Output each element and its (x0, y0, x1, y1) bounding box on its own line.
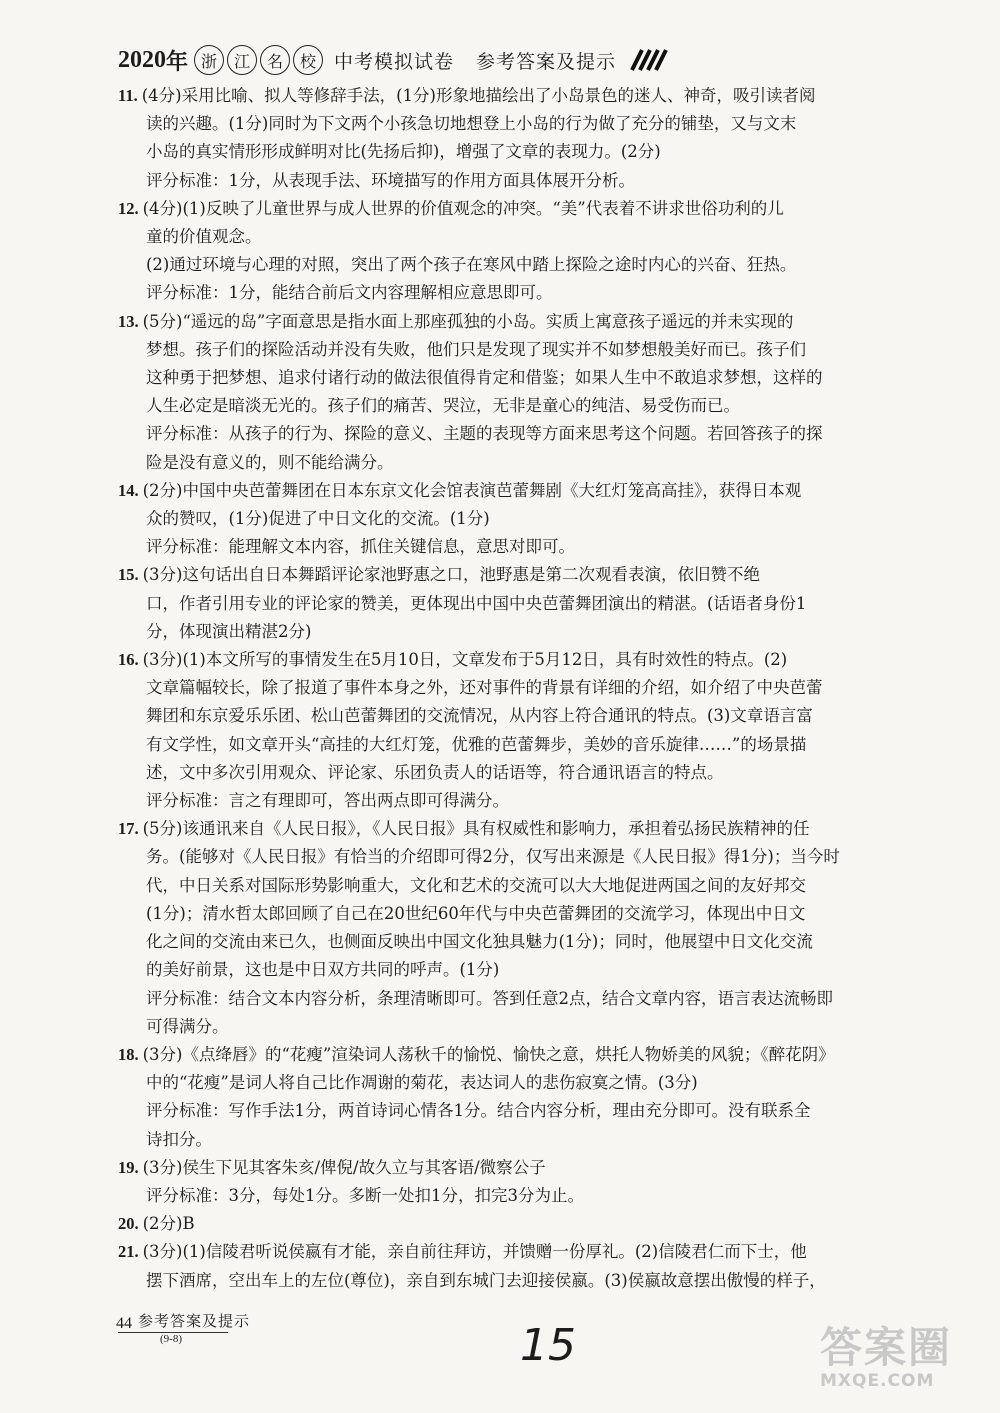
watermark-bottom: MXQE.COM (820, 1371, 935, 1391)
page-header (118, 40, 940, 80)
answer-text: 分，体现演出精湛2分) (146, 621, 312, 641)
answer-text: (2)通过环境与心理的对照，突出了两个孩子在寒风中踏上探险之途时内心的兴奋、狂热。 (146, 255, 797, 275)
answer-line (118, 1041, 918, 1069)
page-number: 44 (116, 1315, 132, 1332)
answer-text: 诗扣分。 (146, 1129, 212, 1149)
answer-item (118, 561, 918, 646)
answer-text: 舞团和东京爱乐乐团、松山芭蕾舞团的交流情况，从内容上符合通讯的特点。(3)文章语言富 (146, 706, 813, 726)
answer-line (118, 336, 918, 364)
answer-text: (3分)《点绛唇》的“花瘦”渲染词人荡秋千的愉悦、愉快之意，烘托人物娇美的风貌；《醉花阴》 (142, 1044, 835, 1064)
answer-line (118, 1210, 918, 1238)
answer-text: (2分)B (142, 1214, 195, 1234)
answer-text: 文章篇幅较长，除了报道了事件本身之外，还对事件的背景有详细的介绍，如介绍了中央芭蕾 (146, 678, 823, 698)
answer-line (118, 674, 918, 702)
answer-line (118, 731, 918, 759)
watermark-logo (820, 1325, 990, 1405)
school-char-4: 校 (293, 45, 323, 75)
answer-text: 险是没有意义的，则不能给满分。 (146, 452, 394, 472)
answer-text: 述，文中多次引用观众、评论家、乐团负责人的话语等，符合通讯语言的特点。 (146, 762, 724, 782)
answer-line (118, 1126, 918, 1154)
answer-text: 读的兴趣。(1分)同时为下文两个小孩急切地想登上小岛的行为做了充分的铺垫，又与文末 (146, 114, 797, 134)
answer-line (118, 843, 918, 871)
answer-line (118, 618, 918, 646)
answer-text: (3分)侯生下见其客朱亥/俾倪/故久立与其客语/微察公子 (142, 1157, 546, 1177)
answer-line (118, 928, 918, 956)
answer-line (118, 872, 918, 900)
answer-line (118, 110, 918, 138)
answer-text: 摆下酒席，空出车上的左位(尊位)，亲自到东城门去迎接侯嬴。(3)侯嬴故意摆出傲慢的样子， (146, 1270, 826, 1290)
answer-line (118, 646, 918, 674)
answer-line (118, 477, 918, 505)
question-number: 16. (118, 650, 139, 670)
answer-line (118, 1013, 918, 1041)
answer-text: 评分标准：能理解文本内容，抓住关键信息，意思对即可。 (146, 537, 575, 557)
answer-text: (3分)这句话出自日本舞蹈评论家池野惠之口，池野惠是第二次观看表演，依旧赞不绝 (142, 565, 760, 585)
answer-line (118, 364, 918, 392)
answer-content (118, 82, 918, 1295)
answer-text: 可得满分。 (146, 1016, 229, 1036)
answer-text: (3分)(1)本文所写的事情发生在5月10日，文章发布于5月12日，具有时效性的特点。(2) (142, 650, 788, 670)
answer-line (118, 308, 918, 336)
answer-text: 人生必定是暗淡无光的。孩子们的痛苦、哭泣，无非是童心的纯洁、易受伤而已。 (146, 396, 740, 416)
answer-line (118, 533, 918, 561)
answer-line (118, 82, 918, 110)
answer-text: (2分)中国中央芭蕾舞团在日本东京文化会馆表演芭蕾舞剧《大红灯笼高高挂》，获得日本观 (142, 480, 802, 500)
answer-text: 评分标准：写作手法1分，两首诗词心情各1分。结合内容分析，理由充分即可。没有联系全 (146, 1101, 811, 1121)
answer-text: 童的价值观念。 (146, 227, 262, 247)
answer-text: (5分)“遥远的岛”字面意思是指水面上那座孤独的小岛。实质上寓意孩子遥远的并未实现的 (142, 311, 794, 331)
answer-line (118, 1267, 918, 1295)
answer-item (118, 1210, 918, 1238)
answer-text: 的美好前景，这也是中日双方共同的呼声。(1分) (146, 960, 500, 980)
answer-line (118, 195, 918, 223)
answer-text: 这种勇于把梦想、追求付诸行动的做法很值得肯定和借鉴；如果人生中不敢追求梦想，这样的 (146, 368, 823, 388)
answer-text: 众的赞叹，(1分)促进了中日文化的交流。(1分) (146, 509, 490, 529)
answer-line (118, 1238, 918, 1266)
answer-text: 口，作者引用专业的评论家的赞美，更体现出中国中央芭蕾舞团演出的精湛。(话语者身份1 (146, 593, 807, 613)
answer-line (118, 420, 918, 448)
answer-item (118, 195, 918, 308)
header-year-suffix: 年 (166, 48, 189, 75)
question-number: 21. (118, 1242, 139, 1262)
answer-text: (1分)；清水哲太郎回顾了自己在20世纪60年代与中央芭蕾舞团的交流学习，体现出中日文 (146, 903, 806, 923)
answer-item (118, 1154, 918, 1210)
answer-line (118, 449, 918, 477)
answer-line (118, 167, 918, 195)
answer-text: 代，中日关系对国际形势影响重大，文化和艺术的交流可以大大地促进两国之间的友好邦交 (146, 875, 806, 895)
footer-label: 参考答案及提示 (138, 1312, 251, 1330)
answer-line (118, 561, 918, 589)
question-number: 19. (118, 1157, 139, 1177)
question-number: 12. (118, 198, 139, 218)
answer-line (118, 702, 918, 730)
answer-line (118, 223, 918, 251)
answer-item (118, 1238, 918, 1294)
slashes-icon (626, 48, 672, 72)
school-char-1: 浙 (194, 45, 224, 75)
watermark-top: 答案圈 (820, 1323, 953, 1372)
answer-line (118, 279, 918, 307)
footer-code: (9-8) (160, 1333, 182, 1345)
question-number: 20. (118, 1214, 139, 1234)
header-year: 2020 (118, 46, 166, 73)
answer-line (118, 505, 918, 533)
question-number: 17. (118, 819, 139, 839)
answer-line (118, 1154, 918, 1182)
header-answers: 参考答案及提示 (476, 50, 617, 73)
answer-text: 评分标准：1分，能结合前后文内容理解相应意思即可。 (146, 283, 553, 303)
question-number: 11. (118, 86, 138, 105)
answer-text: 评分标准：3分，每处1分。多断一处扣1分，扣完3分为止。 (146, 1185, 584, 1205)
answer-text: 小岛的真实情形形成鲜明对比(先扬后抑)，增强了文章的表现力。(2分) (146, 142, 661, 162)
answer-text: (3分)(1)信陵君听说侯嬴有才能，亲自前往拜访，并馈赠一份厚礼。(2)信陵君仁而下士，他 (142, 1242, 807, 1262)
answer-line (118, 392, 918, 420)
answer-text: 评分标准：从孩子的行为、探险的意义、主题的表现等方面来思考这个问题。若回答孩子的探 (146, 424, 823, 444)
answer-line (118, 815, 918, 843)
answer-line (118, 985, 918, 1013)
answer-text: 中的“花瘦”是词人将自己比作凋谢的菊花，表达词人的悲伤寂寞之情。(3分) (146, 1073, 698, 1093)
answer-text: 评分标准：言之有理即可，答出两点即可得满分。 (146, 791, 509, 811)
answer-line (118, 590, 918, 618)
answer-text: 评分标准：1分，从表现手法、环境描写的作用方面具体展开分析。 (146, 170, 635, 190)
answer-text: 有文学性，如文章开头“高挂的大红灯笼，优雅的芭蕾舞步，美妙的音乐旋律……”的场景描 (146, 734, 807, 754)
answer-line (118, 900, 918, 928)
answer-text: 评分标准：结合文本内容分析，条理清晰即可。答到任意2点，结合文章内容，语言表达流畅即 (146, 988, 833, 1008)
answer-line (118, 138, 918, 166)
header-series: 中考模拟试卷 (334, 50, 455, 73)
answer-line (118, 956, 918, 984)
answer-item (118, 1041, 918, 1154)
answer-item (118, 308, 918, 477)
answer-line (118, 251, 918, 279)
answer-item (118, 646, 918, 815)
answer-item (118, 815, 918, 1041)
school-char-2: 江 (227, 45, 257, 75)
question-number: 18. (118, 1044, 139, 1064)
answer-text: (4分)采用比喻、拟人等修辞手法，(1分)形象地描绘出了小岛景色的迷人、神奇，吸引读者阅 (141, 86, 816, 105)
answer-line (118, 1182, 918, 1210)
answer-line (118, 1069, 918, 1097)
answer-line (118, 759, 918, 787)
answer-item (118, 477, 918, 562)
question-number: 13. (118, 311, 139, 331)
answer-item (118, 82, 918, 195)
answer-text: 化之间的交流由来已久，也侧面反映出中国文化独具魅力(1分)；同时，他展望中日文化交流 (146, 932, 813, 952)
question-number: 14. (118, 480, 139, 500)
answer-text: 务。(能够对《人民日报》有恰当的介绍即可得2分，仅写出来源是《人民日报》得1分)；当今时 (146, 847, 840, 867)
answer-line (118, 1097, 918, 1125)
answer-text: (5分)该通讯来自《人民日报》，《人民日报》具有权威性和影响力，承担着弘扬民族精神的任 (142, 819, 810, 839)
handwritten-page-mark: 15 (520, 1320, 576, 1371)
question-number: 15. (118, 565, 139, 585)
answer-text: 梦想。孩子们的探险活动并没有失败，他们只是发现了现实并不如梦想般美好而已。孩子们 (146, 339, 806, 359)
school-char-3: 名 (260, 45, 290, 75)
answer-line (118, 787, 918, 815)
answer-text: (4分)(1)反映了儿童世界与成人世界的价值观念的冲突。“美”代表着不讲求世俗功利的儿 (142, 198, 784, 218)
